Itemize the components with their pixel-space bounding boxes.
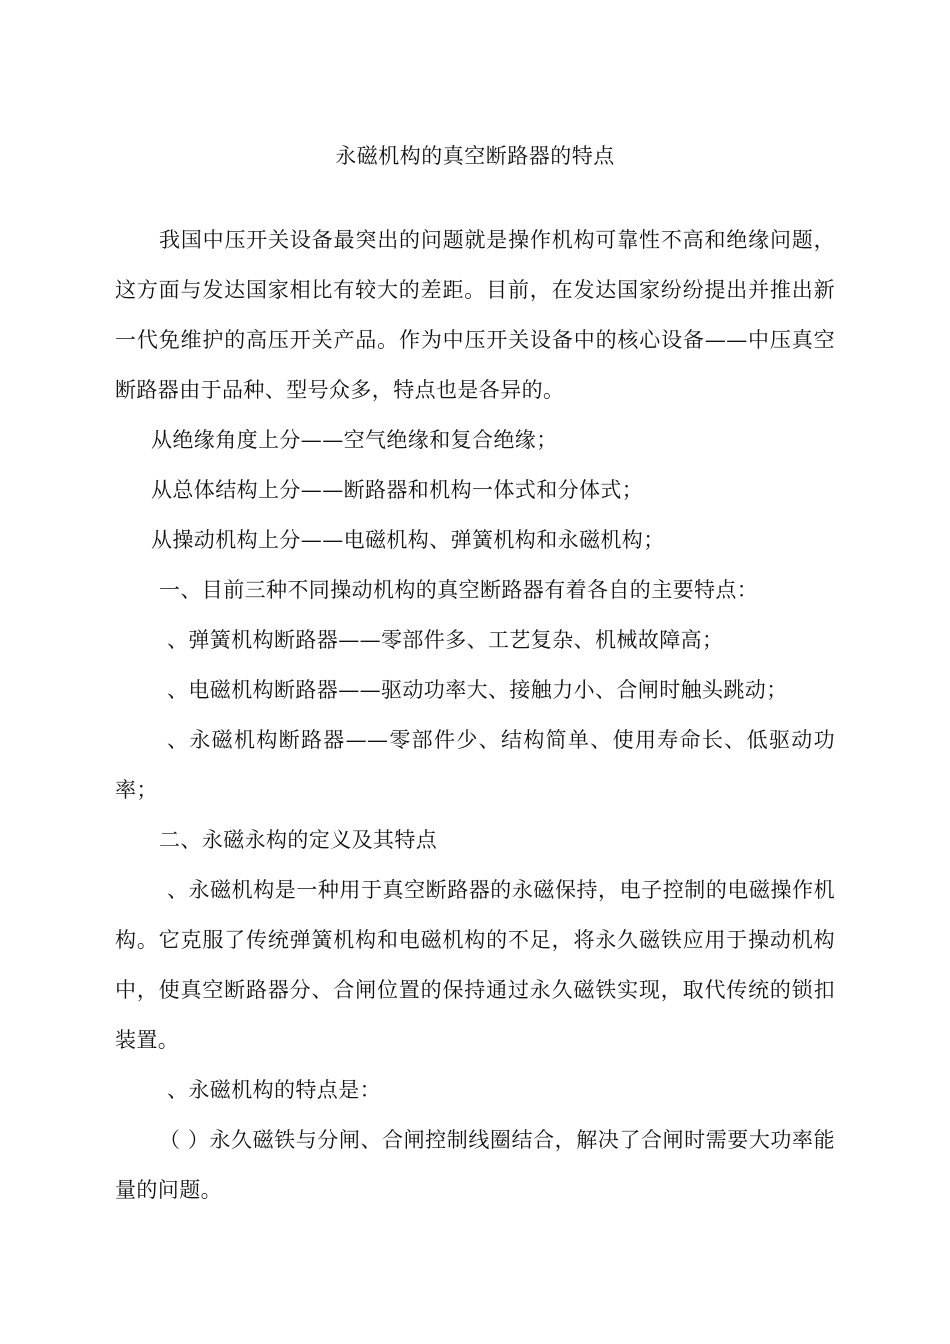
paragraph-structure: 从总体结构上分——断路器和机构一体式和分体式； bbox=[151, 478, 644, 502]
paragraph-feature-one: （ ）永久磁铁与分闸、合闸控制线圈结合，解决了合闸时需要大功率能量的问题。 bbox=[115, 1128, 835, 1202]
paragraph-intro: 我国中压开关设备最突出的问题就是操作机构可靠性不高和绝缘问题，这方面与发达国家相比有较大的差距。目前，在发达国家纷纷提出并推出新一代免维护的高压开关产品。作为中压开关设备中的核心设备——中压真空断路器由于品种、型号众多，特点也是各异的。 bbox=[115, 228, 835, 402]
section-heading-one: 一、目前三种不同操动机构的真空断路器有着各自的主要特点： bbox=[159, 578, 759, 602]
paragraph-features-intro: 、永磁机构的特点是： bbox=[167, 1078, 381, 1102]
document-body bbox=[115, 215, 835, 1215]
section-heading-two: 二、永磁永构的定义及其特点 bbox=[159, 828, 438, 852]
list-item-spring: 、弹簧机构断路器——零部件多、工艺复杂、机械故障高； bbox=[167, 628, 724, 652]
paragraph-mechanism: 从操动机构上分——电磁机构、弹簧机构和永磁机构； bbox=[151, 528, 665, 552]
document-title: 永磁机构的真空断路器的特点 bbox=[335, 144, 615, 168]
list-item-electromagnetic: 、电磁机构断路器——驱动功率大、接触力小、合闸时触头跳动； bbox=[167, 678, 788, 702]
list-item-permanent-magnet: 、永磁机构断路器——零部件少、结构简单、使用寿命长、低驱动功率； bbox=[115, 728, 835, 802]
paragraph-insulation: 从绝缘角度上分——空气绝缘和复合绝缘； bbox=[151, 428, 558, 452]
paragraph-definition: 、永磁机构是一种用于真空断路器的永磁保持，电子控制的电磁操作机构。它克服了传统弹簧机构和电磁机构的不足，将永久磁铁应用于操动机构中，使真空断路器分、合闸位置的保持通过永久磁铁实现，取代传统的锁扣装置。 bbox=[115, 878, 835, 1052]
